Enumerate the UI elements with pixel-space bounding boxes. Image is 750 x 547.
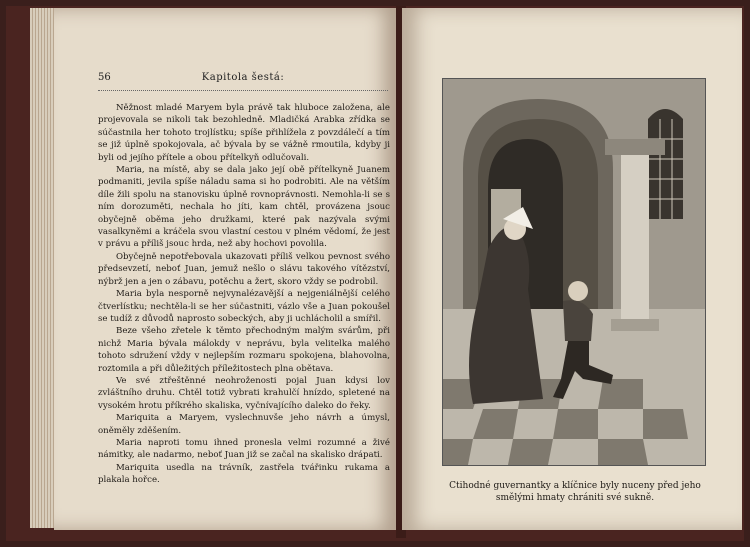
page-number: 56: [98, 72, 111, 83]
paragraph: Beze všeho zřetele k těmto přechodným malým svárům, při nichž Maria bývala málokdy v neprávu, byla velitelka malého tohoto sdružení vždy v nejlepším rozmaru spokojena, blahovolna, roztomila a při důležitých příležitostech plna obětava.: [98, 326, 390, 374]
header-rule: [98, 90, 388, 91]
body-text: [98, 102, 390, 487]
left-page: [54, 8, 398, 530]
page-header: [98, 72, 388, 88]
paragraph: Mariquita usedla na trávník, zastřela tvářinku rukama a plakala hořce.: [98, 462, 390, 486]
paragraph: Maria, na místě, aby se dala jako její obě přítelkyně Juanem podmaniti, jevila spíše náladu sama si ho podrobiti. Ale na větším díle žili spolu na stanovisku úplně rovnoprávnosti. Nemohla-li se s ním dorozuměti, nechala ho jíti, kam chtěl, provázena jsouc obyčejně oběma jeho družkami, které pak nazývala svými vasalkyněmi a kráčela svou vlastní cestou v plném vědomí, že jest v právu a příliš jsouc hrda, než aby hochovi povolila.: [98, 165, 390, 250]
paragraph: Maria naproti tomu ihned pronesla velmi rozumné a živé námitky, ale nadarmo, neboť Juan již se začal na skalisko drápati.: [98, 437, 390, 461]
illustration: [442, 78, 706, 466]
paragraph: Ve své ztřeštěnné neohroženosti pojal Juan kdysi lov zvláštního druhu. Chtěl totiž vybrati krahulčí hnízdo, spletené na vysokém hrotu příkrého skaliska, vyčnívajícího daleko do řeky.: [98, 375, 390, 411]
running-head: Kapitola šestá:: [201, 72, 285, 83]
paragraph: Maria byla nesporně nejvynalézavější a nejgeniálnější celého čtverlístku; nechtěla-li se her súčastniti, vázlo vše a Juan pokoušel se tudíž z důvodů naprosto sobeckých, aby ji uchlácholil a smířil.: [98, 289, 390, 324]
illustration-drawing: [443, 79, 705, 465]
right-page: [402, 8, 742, 530]
illustration-caption: Ctihodné guvernantky a klíčnice byly nuceny před jeho smělými hmaty chrániti své sukně.: [449, 481, 701, 503]
paragraph: Obyčejně nepotřebovala ukazovati příliš velkou pevnost svého předsevzetí, neboť Juan, jemuž nešlo o slávu takového vítězství, nýbrž jen a jen o zábavu, potěchu a žert, skoro vždy se podrobil.: [98, 251, 390, 287]
paragraph: Něžnost mladé Maryem byla právě tak hluboce založena, ale projevovala se nikoli tak bezohledně. Mladičká Arabka zřídka se súčastnila her tohoto trojlístku; spíše přihlížela z povzdálečí a tím se již úplně spokojovala, ač bývala by se vážně rmoutila, kdyby ji byli od jejího přítele a obou přítelkyň odlučovali.: [98, 103, 390, 163]
paragraph: Mariquita a Maryem, vyslechnuvše jeho návrh a úmysl, oněměly zděšením.: [98, 413, 390, 436]
